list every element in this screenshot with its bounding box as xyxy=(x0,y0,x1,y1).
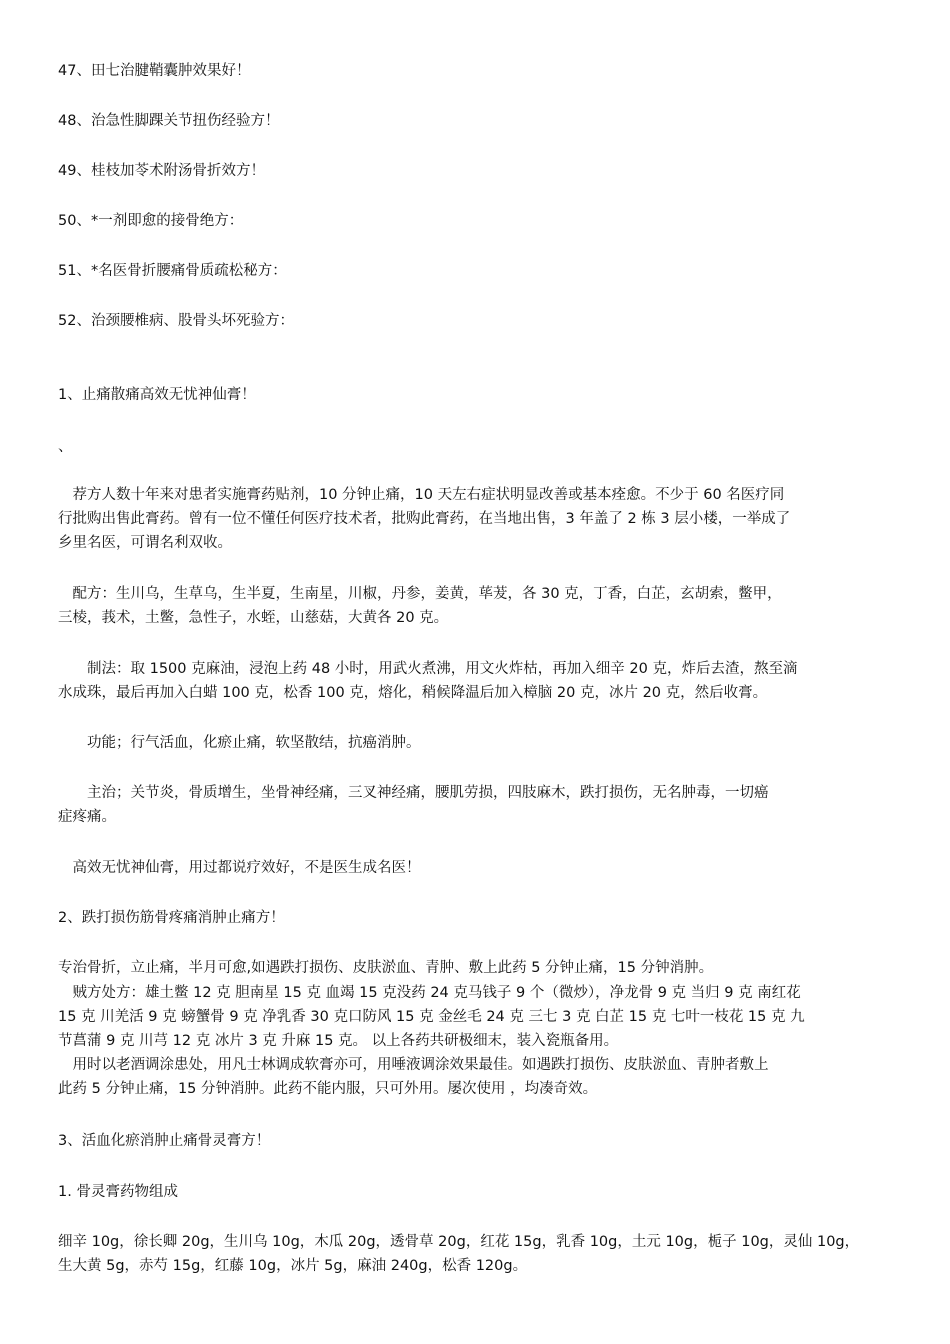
list-item-48: 48、治急性脚踝关节扭伤经验方！ xyxy=(58,113,280,129)
section1-method-line2: 水成珠，最后再加入白蜡 100 克，松香 100 克，熔化，稍候降温后加入樟脑 20 克，冰片 20 克，然后收膏。 xyxy=(58,685,768,701)
list-item-51: 51、*名医骨折腰痛骨质疏松秘方： xyxy=(58,263,287,279)
section2-usage-line1: 用时以老酒调涂患处，用凡士林调成软膏亦可，用唾液调涂效果最佳。如遇跌打损伤、皮肤淤血、青肿者敷上 xyxy=(58,1057,769,1073)
section2-recipe-line1: 贼方处方：雄土鳖 12 克 胆南星 15 克 血竭 15 克没药 24 克马钱子 9 个（微炒），净龙骨 9 克 当归 9 克 南红花 xyxy=(58,985,801,1001)
section1-method-line1: 制法：取 1500 克麻油，浸泡上药 48 小时，用武火煮沸，用文火炸枯，再加入细辛 20 克，炸后去渣，熬至滴 xyxy=(58,661,798,677)
section1-function: 功能；行气活血，化瘀止痛，软坚散结，抗癌消肿。 xyxy=(58,735,421,751)
stray-mark: 、 xyxy=(58,439,73,455)
section2-recipe-line3: 节菖蒲 9 克 川芎 12 克 冰片 3 克 升麻 15 克。 以上各药共研极细末，装入瓷瓶备用。 xyxy=(58,1033,619,1049)
list-item-49: 49、桂枝加苓术附汤骨折效方！ xyxy=(58,163,265,179)
section2-title: 2、跌打损伤筋骨疼痛消肿止痛方！ xyxy=(58,910,285,926)
section1-intro-line2: 行批购出售此膏药。曾有一位不懂任何医疗技术者，批购此膏药，在当地出售，3 年盖了 2 栋 3 层小楼，一举成了 xyxy=(58,511,791,527)
list-item-52: 52、治颈腰椎病、股骨头坏死验方： xyxy=(58,313,294,329)
section2-usage-line2: 此药 5 分钟止痛，15 分钟消肿。此药不能内服，只可外用。屡次使用 ，均凑奇效。 xyxy=(58,1081,598,1097)
section1-formula-line2: 三棱，莪术，土鳖，急性子，水蛭，山慈菇，大黄各 20 克。 xyxy=(58,610,449,626)
section3-subtitle: 1. 骨灵膏药物组成 xyxy=(58,1184,178,1200)
section2-intro: 专治骨折，立止痛，半月可愈,如遇跌打损伤、皮肤淤血、青肿、敷上此药 5 分钟止痛，15 分钟消肿。 xyxy=(58,960,714,976)
section3-ingredients-line2: 生大黄 5g，赤芍 15g，红藤 10g，冰片 5g，麻油 240g，松香 120g。 xyxy=(58,1258,528,1274)
section1-intro-line3: 乡里名医，可谓名利双收。 xyxy=(58,535,232,551)
section1-intro-line1: 荐方人数十年来对患者实施膏药贴剂，10 分钟止痛，10 天左右症状明显改善或基本痊愈。不少于 60 名医疗同 xyxy=(58,487,785,503)
section3-title: 3、活血化瘀消肿止痛骨灵膏方！ xyxy=(58,1133,271,1149)
section1-formula-line1: 配方：生川乌，生草乌，生半夏，生南星，川椒，丹参，姜黄，荜茇，各 30 克，丁香，白芷，玄胡索，鳖甲， xyxy=(58,586,782,602)
section3-ingredients-line1: 细辛 10g，徐长卿 20g，生川乌 10g，木瓜 20g，透骨草 20g，红花 15g，乳香 10g，土元 10g，栀子 10g，灵仙 10g， xyxy=(58,1234,860,1250)
list-item-47: 47、田七治腱鞘囊肿效果好！ xyxy=(58,63,251,79)
section2-recipe-line2: 15 克 川羌活 9 克 螃蟹骨 9 克 净乳香 30 克口防风 15 克 金丝毛 24 克 三七 3 克 白芷 15 克 七叶一枝花 15 克 九 xyxy=(58,1009,805,1025)
list-item-50: 50、*一剂即愈的接骨绝方： xyxy=(58,213,244,229)
section1-closing: 高效无忧神仙膏，用过都说疗效好，不是医生成名医！ xyxy=(58,860,421,876)
section1-indication-line1: 主治；关节炎，骨质增生，坐骨神经痛，三叉神经痛，腰肌劳损，四肢麻木，跌打损伤，无名肿毒，一切癌 xyxy=(58,785,769,801)
section1-title: 1、止痛散痛高效无忧神仙膏！ xyxy=(58,387,256,403)
section1-indication-line2: 症疼痛。 xyxy=(58,809,116,825)
